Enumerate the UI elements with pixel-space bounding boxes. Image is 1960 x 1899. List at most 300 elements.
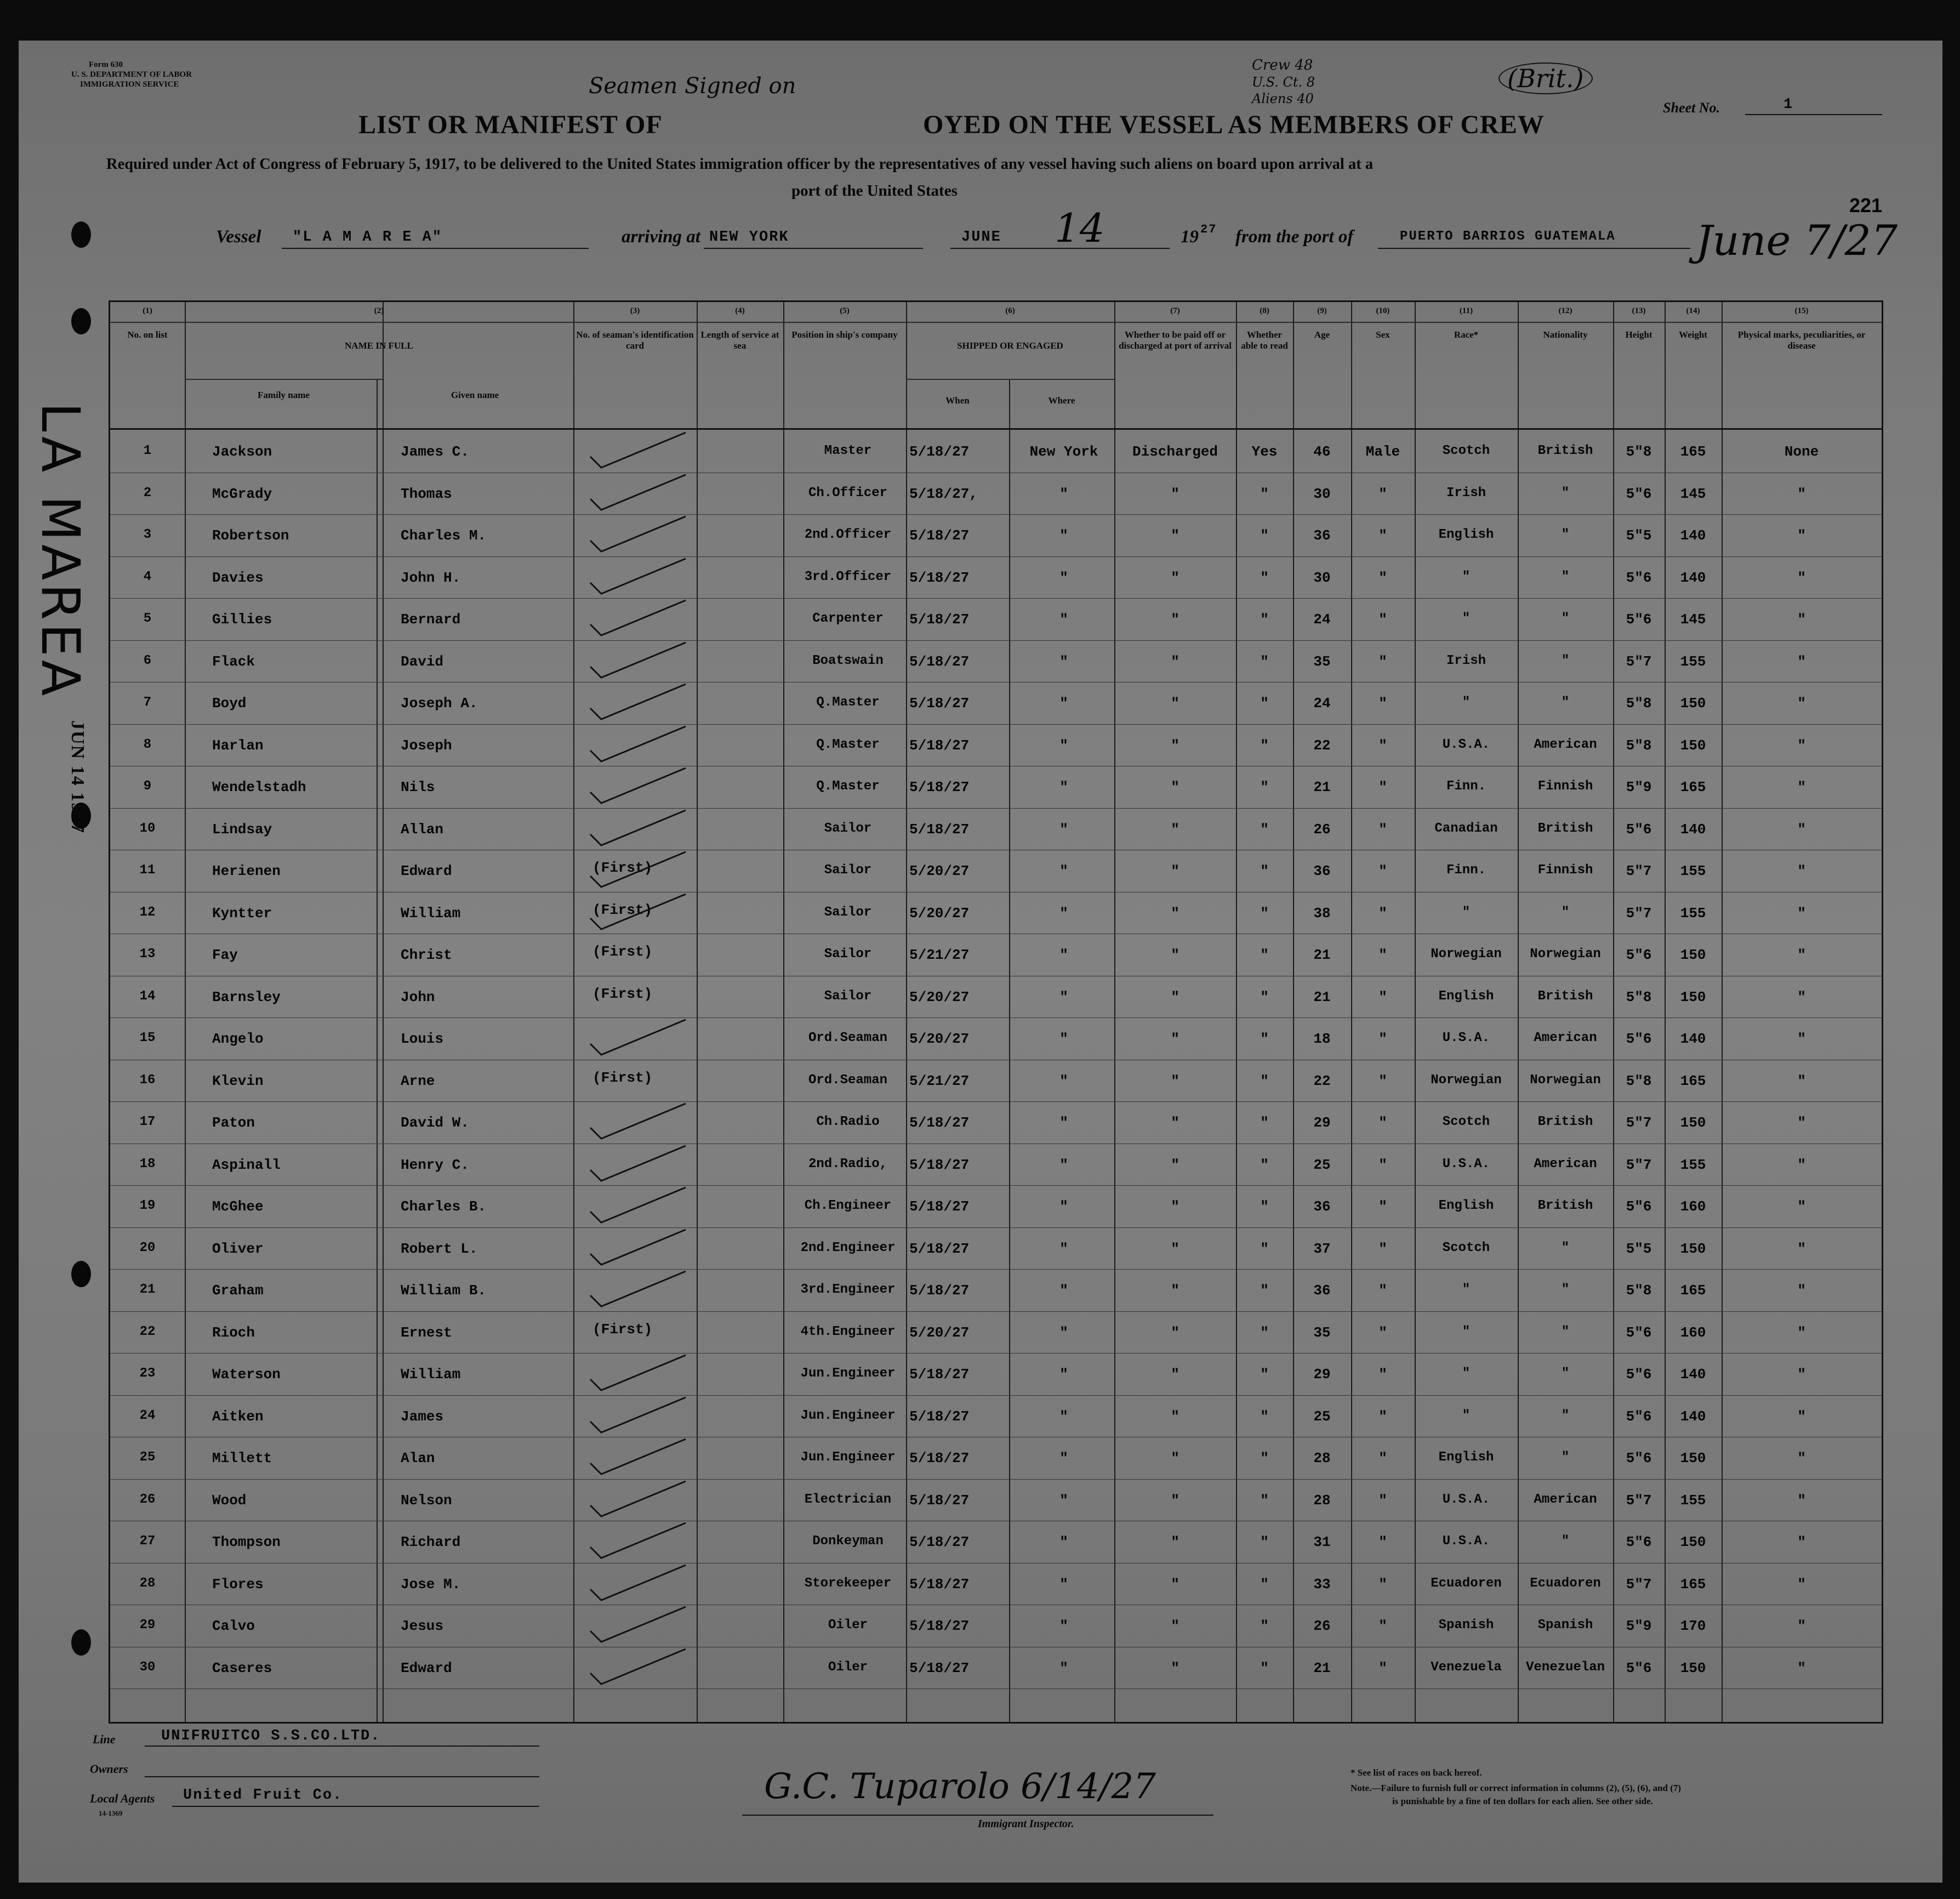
position: Sailor [824, 905, 872, 920]
able-to-read: " [1260, 779, 1269, 795]
sheet-underline [1745, 114, 1882, 115]
vessel-name: "L A M A R E A" [293, 229, 443, 246]
paid-off: " [1171, 821, 1180, 838]
check-mark-icon [587, 1561, 697, 1605]
given-name: Bernard [401, 611, 461, 628]
shipped-when: 5/18/27 [909, 1115, 970, 1131]
shipped-where: " [1059, 737, 1068, 754]
paid-off: " [1171, 1534, 1180, 1550]
physical-marks: " [1797, 905, 1806, 922]
column-header: Weight [1679, 329, 1707, 340]
race: Irish [1446, 653, 1486, 668]
given-name: Jose M. [401, 1576, 461, 1593]
column-header: Whether able to read [1241, 329, 1288, 351]
shipped-where: " [1059, 1408, 1068, 1425]
department-label: U. S. DEPARTMENT OF LABOR [71, 70, 192, 79]
sheet-number: 1 [1784, 96, 1794, 113]
year-suffix: 27 [1200, 223, 1217, 236]
shipped-where: " [1059, 1534, 1068, 1550]
age: 25 [1313, 1408, 1331, 1425]
check-mark-icon [587, 1015, 697, 1059]
inspector-label: Immigrant Inspector. [978, 1818, 1074, 1830]
crew-count-note: Crew 48 [1252, 57, 1313, 73]
physical-marks: " [1797, 737, 1806, 754]
service-label: IMMIGRATION SERVICE [80, 80, 179, 89]
family-name-subheader: Family name [258, 390, 310, 400]
nationality: " [1561, 905, 1570, 920]
sex: " [1378, 1156, 1387, 1173]
column-number: (7) [1170, 306, 1180, 315]
vessel-label: Vessel [216, 227, 261, 247]
sex: Male [1365, 444, 1400, 460]
physical-marks: " [1797, 1156, 1806, 1173]
paid-off: " [1171, 1198, 1180, 1215]
age: 21 [1313, 988, 1331, 1005]
races-note: * See list of races on back hereof. [1351, 1767, 1482, 1778]
race: " [1462, 1408, 1471, 1423]
row-number: 17 [139, 1115, 156, 1129]
age: 37 [1313, 1240, 1331, 1257]
weight: 140 [1680, 821, 1706, 838]
nationality: " [1561, 611, 1570, 626]
height: 5"6 [1626, 569, 1652, 586]
row-number: 12 [139, 905, 156, 920]
row-number: 5 [143, 611, 152, 626]
column-rule [1236, 302, 1237, 1722]
position: 2nd.Officer [804, 527, 892, 542]
height: 5"5 [1626, 527, 1652, 544]
position: Oiler [828, 1618, 868, 1633]
nationality: " [1561, 653, 1570, 668]
position: Q.Master [816, 695, 880, 710]
shipped-when: 5/18/27 [909, 611, 970, 628]
row-rule [110, 808, 1882, 809]
able-to-read: " [1260, 1156, 1269, 1173]
id-card: (First) [592, 1321, 653, 1338]
physical-marks: " [1797, 1534, 1806, 1550]
age: 26 [1313, 821, 1331, 838]
column-rule [783, 302, 784, 1722]
punch-hole [71, 308, 91, 334]
paid-off: " [1171, 695, 1180, 712]
local-agents-label: Local Agents [90, 1792, 155, 1805]
column-header: Age [1314, 329, 1330, 340]
column-number: (8) [1260, 306, 1269, 315]
sex: " [1378, 1534, 1387, 1550]
sex: " [1378, 821, 1387, 838]
header-split-rule [906, 379, 1114, 380]
race: " [1462, 905, 1471, 920]
age: 24 [1313, 695, 1331, 712]
height: 5"7 [1626, 1576, 1652, 1593]
shipped-when: 5/18/27 [909, 779, 970, 795]
height: 5"8 [1626, 988, 1652, 1005]
given-name: Charles M. [401, 527, 487, 544]
nationality: " [1561, 1366, 1570, 1381]
height: 5"7 [1626, 1115, 1652, 1131]
position: Oiler [828, 1659, 868, 1675]
check-mark-icon [587, 638, 697, 682]
height: 5"6 [1626, 947, 1652, 963]
nationality-note: (Brit.) [1499, 62, 1593, 94]
weight: 145 [1680, 485, 1706, 502]
shipped-when: 5/18/27 [909, 1450, 970, 1466]
nationality: American [1534, 1031, 1597, 1045]
physical-marks: " [1797, 988, 1806, 1005]
family-name: Oliver [212, 1240, 264, 1257]
crew-table [109, 300, 1883, 1724]
weight: 165 [1680, 444, 1706, 460]
given-name: Ernest [401, 1324, 452, 1341]
shipped-when: 5/18/27 [909, 1576, 970, 1593]
physical-marks: " [1797, 695, 1806, 712]
row-rule [110, 1353, 1882, 1354]
height: 5"8 [1626, 444, 1652, 460]
row-rule [110, 598, 1882, 599]
race: U.S.A. [1442, 1031, 1490, 1045]
shipped-when: 5/18/27 [909, 569, 970, 586]
check-mark-icon [587, 1602, 697, 1646]
age: 35 [1313, 653, 1331, 670]
family-name: Wood [212, 1492, 247, 1509]
row-rule [110, 682, 1882, 683]
physical-marks: " [1797, 1282, 1806, 1299]
race: English [1438, 1198, 1494, 1213]
race: Finn. [1446, 779, 1486, 794]
shipped-when: 5/18/27 [909, 527, 970, 544]
column-number: (1) [143, 306, 152, 315]
handwritten-date: June 7/27 [1696, 216, 1898, 265]
able-to-read: " [1260, 527, 1269, 544]
check-mark-icon [587, 680, 697, 724]
sex: " [1378, 1031, 1387, 1047]
row-number: 24 [139, 1408, 156, 1423]
paid-off: " [1171, 611, 1180, 628]
column-number: (3) [630, 306, 640, 315]
height: 5"6 [1626, 1031, 1652, 1047]
column-header: Sex [1376, 329, 1390, 340]
where-subheader: Where [1048, 395, 1075, 406]
row-rule [110, 1017, 1882, 1018]
able-to-read: " [1260, 1240, 1269, 1257]
paid-off: Discharged [1132, 444, 1218, 460]
column-rule [1114, 302, 1115, 1722]
height: 5"8 [1626, 1282, 1652, 1299]
shipped-when: 5/20/27 [909, 863, 970, 879]
physical-marks: " [1797, 1366, 1806, 1383]
nationality: Ecuadoren [1530, 1576, 1601, 1591]
check-mark-icon [587, 722, 697, 766]
shipped-when: 5/18/27 [909, 1366, 970, 1383]
shipped-when: 5/20/27 [909, 905, 970, 922]
family-name: Harlan [212, 737, 264, 754]
position: Ch.Radio [816, 1115, 880, 1129]
able-to-read: " [1260, 1324, 1269, 1341]
nationality: British [1537, 988, 1593, 1004]
column-number: (14) [1686, 306, 1700, 315]
stamp-number: 221 [1849, 194, 1883, 217]
sex: " [1378, 1240, 1387, 1257]
physical-marks: " [1797, 611, 1806, 628]
row-rule [110, 1688, 1882, 1689]
paid-off: " [1171, 1324, 1180, 1341]
given-name: David [401, 653, 444, 670]
column-rule [1415, 302, 1416, 1722]
owners-label: Owners [90, 1762, 128, 1776]
family-name: Caseres [212, 1659, 272, 1676]
age: 26 [1313, 1618, 1331, 1634]
row-number: 19 [139, 1198, 156, 1213]
position: Sailor [824, 988, 872, 1004]
subtitle-line-2: port of the United States [791, 182, 958, 200]
position: 4th.Engineer [800, 1324, 896, 1339]
check-mark-icon [587, 596, 697, 640]
age: 30 [1313, 485, 1331, 502]
shipped-when: 5/18/27 [909, 1156, 970, 1173]
nationality: Norwegian [1530, 947, 1601, 962]
physical-marks: " [1797, 569, 1806, 586]
height: 5"5 [1626, 1240, 1652, 1257]
height: 5"7 [1626, 905, 1652, 922]
weight: 160 [1680, 1198, 1706, 1215]
physical-marks: None [1784, 444, 1819, 460]
shipped-where: " [1059, 1198, 1068, 1215]
check-mark-icon [587, 554, 697, 598]
age: 46 [1313, 444, 1331, 460]
row-rule [110, 556, 1882, 557]
row-number: 11 [139, 863, 156, 878]
sex: " [1378, 1324, 1387, 1341]
able-to-read: " [1260, 863, 1269, 879]
physical-marks: " [1797, 821, 1806, 838]
vessel-underline [282, 248, 589, 249]
row-rule [110, 1311, 1882, 1312]
able-to-read: " [1260, 611, 1269, 628]
shipped-when: 5/21/27 [909, 1072, 970, 1089]
shipped-where: " [1059, 988, 1068, 1005]
given-name: Arne [401, 1072, 435, 1089]
column-header: Length of service at sea [700, 329, 779, 351]
id-card: (First) [592, 860, 653, 876]
given-name: Edward [401, 863, 452, 879]
column-rule [573, 302, 574, 1722]
race: " [1462, 695, 1471, 710]
weight: 150 [1680, 947, 1706, 963]
column-rule [906, 302, 907, 1722]
age: 18 [1313, 1031, 1331, 1047]
family-name: Waterson [212, 1366, 281, 1383]
physical-marks: " [1797, 1072, 1806, 1089]
id-card: (First) [592, 943, 653, 960]
shipped-where: " [1059, 569, 1068, 586]
family-name: Millett [212, 1450, 272, 1466]
age: 22 [1313, 1072, 1331, 1089]
row-rule [110, 640, 1882, 641]
row-number: 7 [143, 695, 152, 710]
column-rule [383, 302, 384, 1722]
row-number: 6 [143, 653, 152, 668]
family-name: Jackson [212, 444, 272, 460]
row-number: 30 [139, 1659, 156, 1675]
nationality: Spanish [1537, 1618, 1593, 1633]
row-rule [110, 1395, 1882, 1396]
shipped-when: 5/18/27 [909, 1618, 970, 1634]
line-label: Line [93, 1732, 116, 1746]
age: 31 [1313, 1534, 1331, 1550]
able-to-read: Yes [1251, 444, 1278, 460]
penalty-note-1: Note.—Failure to furnish full or correct information in columns (2), (5), (6), and (7) [1351, 1783, 1681, 1793]
race: Scotch [1442, 1115, 1490, 1129]
row-number: 29 [139, 1618, 156, 1633]
age: 36 [1313, 863, 1331, 879]
able-to-read: " [1260, 485, 1269, 502]
column-rule [185, 302, 186, 1722]
nationality: " [1561, 485, 1570, 501]
shipped-where: " [1059, 653, 1068, 670]
shipped-when: 5/18/27 [909, 1408, 970, 1425]
position: Jun.Engineer [800, 1366, 896, 1381]
row-number: 3 [143, 527, 152, 542]
us-count-note: U.S. Ct. 8 [1252, 75, 1315, 90]
sex: " [1378, 863, 1387, 879]
age: 29 [1313, 1366, 1331, 1383]
family-name: Angelo [212, 1031, 264, 1047]
physical-marks: " [1797, 947, 1806, 963]
column-header: Height [1625, 329, 1653, 340]
check-mark-icon [587, 1141, 697, 1185]
shipped-when: 5/20/27 [909, 1324, 970, 1341]
race: Irish [1446, 485, 1486, 501]
given-name: William [401, 905, 461, 922]
check-mark-icon [587, 1183, 697, 1227]
sex: " [1378, 1408, 1387, 1425]
row-rule [110, 724, 1882, 725]
owners-underline [145, 1776, 539, 1777]
from-label: from the port of [1235, 227, 1354, 247]
family-name: Boyd [212, 695, 247, 712]
height: 5"8 [1626, 737, 1652, 754]
sex: " [1378, 1576, 1387, 1593]
position: Ch.Engineer [804, 1198, 892, 1213]
arrival-day: 14 [1055, 205, 1105, 251]
row-number: 9 [143, 779, 152, 794]
family-name: McGrady [212, 485, 272, 502]
paid-off: " [1171, 988, 1180, 1005]
sex: " [1378, 1366, 1387, 1383]
able-to-read: " [1260, 1282, 1269, 1299]
row-number: 26 [139, 1492, 156, 1507]
check-mark-icon [587, 1519, 697, 1562]
able-to-read: " [1260, 1408, 1269, 1425]
title-right: OYED ON THE VESSEL AS MEMBERS OF CREW [923, 110, 1545, 139]
family-name: Graham [212, 1282, 264, 1299]
column-header: Position in ship's company [791, 329, 898, 340]
given-name: Joseph [401, 737, 452, 754]
shipped-where: " [1059, 1450, 1068, 1466]
nationality: Venezuelan [1525, 1659, 1605, 1675]
family-name: Lindsay [212, 821, 272, 838]
physical-marks: " [1797, 1324, 1806, 1341]
check-mark-icon [587, 428, 697, 472]
weight: 140 [1680, 1031, 1706, 1047]
age: 29 [1313, 1115, 1331, 1131]
paid-off: " [1171, 527, 1180, 544]
shipped-when: 5/18/27 [909, 821, 970, 838]
sex: " [1378, 1282, 1387, 1299]
sex: " [1378, 737, 1387, 754]
race: English [1438, 988, 1494, 1004]
family-name: Herienen [212, 863, 281, 879]
race: " [1462, 1282, 1471, 1297]
shipped-when: 5/18/27 [909, 695, 970, 712]
weight: 155 [1680, 905, 1706, 922]
row-number: 2 [143, 485, 152, 501]
row-number: 15 [139, 1031, 156, 1045]
row-rule [110, 514, 1882, 515]
sex: " [1378, 1618, 1387, 1634]
paid-off: " [1171, 1450, 1180, 1466]
height: 5"6 [1626, 1366, 1652, 1383]
shipped-when: 5/18/27 [909, 737, 970, 754]
race: " [1462, 569, 1471, 584]
local-agents-value: United Fruit Co. [183, 1787, 343, 1804]
position: 2nd.Engineer [800, 1240, 896, 1255]
check-mark-icon [587, 1351, 697, 1395]
nationality: Finnish [1537, 863, 1593, 878]
nationality: Norwegian [1530, 1072, 1601, 1088]
header-rule [110, 428, 1882, 430]
nationality: American [1534, 737, 1597, 752]
physical-marks: " [1797, 485, 1806, 502]
shipped-when: 5/18/27, [909, 485, 978, 502]
race: U.S.A. [1442, 737, 1490, 752]
nationality: " [1561, 1450, 1570, 1465]
family-name: Flack [212, 653, 255, 670]
row-rule [110, 1479, 1882, 1480]
weight: 170 [1680, 1618, 1706, 1634]
weight: 165 [1680, 1576, 1706, 1593]
subtitle-line-1: Required under Act of Congress of February 5, 1917, to be delivered to the United States immigration officer by the representatives of any vessel having such aliens on board upon arrival at a [106, 156, 1374, 173]
nationality: American [1534, 1492, 1597, 1507]
position: Sailor [824, 863, 872, 878]
height: 5"9 [1626, 1618, 1652, 1634]
paid-off: " [1171, 1366, 1180, 1383]
check-mark-icon [587, 1225, 697, 1269]
sex: " [1378, 569, 1387, 586]
physical-marks: " [1797, 1576, 1806, 1593]
height: 5"6 [1626, 1198, 1652, 1215]
from-underline [1378, 248, 1690, 249]
race: Finn. [1446, 863, 1486, 878]
nationality: " [1561, 569, 1570, 584]
row-rule [110, 1101, 1882, 1102]
age: 36 [1313, 1282, 1331, 1299]
paid-off: " [1171, 947, 1180, 963]
given-name: Charles B. [401, 1198, 487, 1215]
physical-marks: " [1797, 1031, 1806, 1047]
shipped-when: 5/20/27 [909, 1031, 970, 1047]
race: Norwegian [1431, 947, 1502, 962]
paid-off: " [1171, 485, 1180, 502]
family-name: Kyntter [212, 905, 272, 922]
position: Jun.Engineer [800, 1450, 896, 1465]
sex: " [1378, 695, 1387, 712]
family-name: Wendelstadh [212, 779, 306, 795]
race: English [1438, 527, 1494, 542]
given-name: William B. [401, 1282, 487, 1299]
shipped-where: " [1059, 527, 1068, 544]
position: Boatswain [812, 653, 884, 668]
